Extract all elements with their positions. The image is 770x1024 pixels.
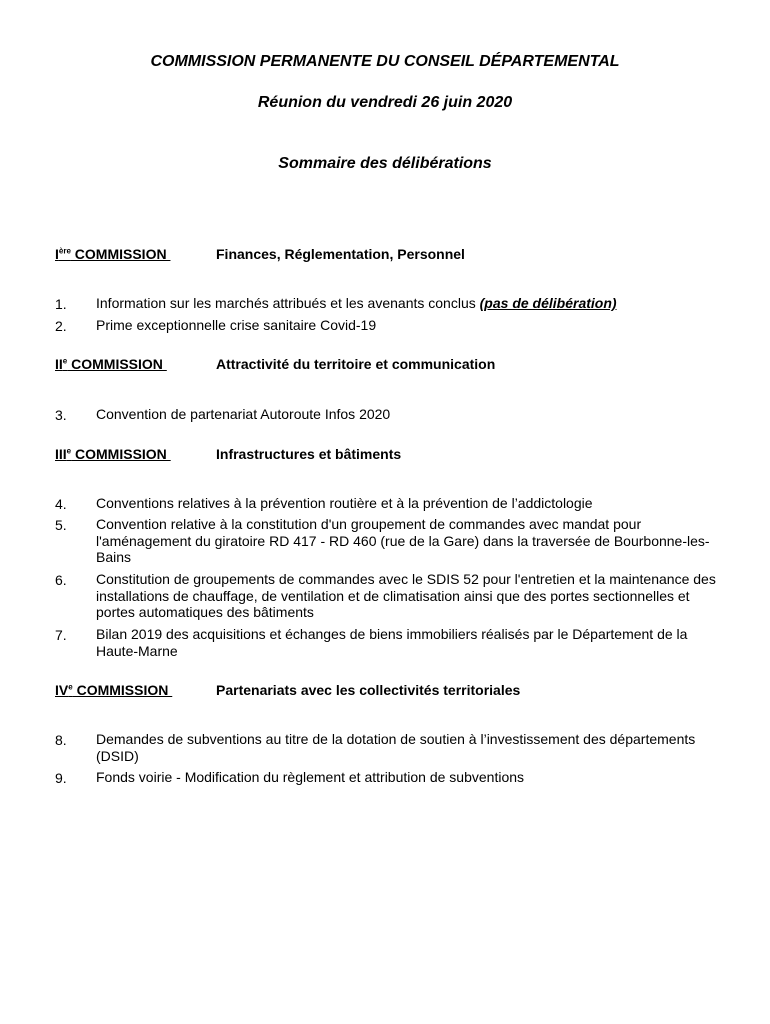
- item-number: 4.: [55, 496, 67, 512]
- section-title: Partenariats avec les collectivités territoriales: [216, 682, 521, 698]
- section-heading-2: [55, 356, 735, 376]
- section-heading-3: [55, 446, 735, 466]
- item-number: 1.: [55, 296, 67, 312]
- item-text: Bilan 2019 des acquisitions et échanges de biens immobiliers réalisés par le Département de la Haute-Marne: [96, 626, 688, 659]
- item-text: Information sur les marchés attribués et les avenants conclus (pas de délibération): [96, 295, 617, 311]
- section-title: Attractivité du territoire et communication: [216, 356, 496, 372]
- item-text: Fonds voirie - Modification du règlement et attribution de subventions: [96, 769, 525, 785]
- section-heading-1: [55, 246, 735, 266]
- section-title: Finances, Réglementation, Personnel: [216, 246, 465, 262]
- item-number: 6.: [55, 572, 67, 588]
- section-label: IIe COMMISSION: [55, 356, 167, 372]
- meeting-date: Réunion du vendredi 26 juin 2020: [257, 94, 513, 111]
- document-title: COMMISSION PERMANENTE DU CONSEIL DÉPARTEMENTAL: [150, 53, 620, 70]
- section-title: Infrastructures et bâtiments: [216, 446, 402, 462]
- item-text: Constitution de groupements de commandes avec le SDIS 52 pour l'entretien et la maintenance des installations de chauffage, de ventilation et de climatisation ainsi que des portes sectionnelles et portes automatiques des bâtiments: [96, 571, 716, 620]
- section-label: IIIe COMMISSION: [55, 446, 171, 462]
- item-text: Convention de partenariat Autoroute Infos 2020: [96, 406, 391, 422]
- item-text: Prime exceptionnelle crise sanitaire Covid-19: [96, 317, 377, 333]
- item-number: 7.: [55, 627, 67, 643]
- item-text: Conventions relatives à la prévention routière et à la prévention de l’addictologie: [96, 495, 593, 511]
- item-number: 5.: [55, 517, 67, 533]
- section-label: Ière COMMISSION: [55, 246, 171, 262]
- section-label: IVe COMMISSION: [55, 682, 173, 698]
- document-subtitle: Sommaire des délibérations: [278, 155, 492, 172]
- item-note: (pas de délibération): [479, 295, 617, 311]
- item-text: Convention relative à la constitution d'un groupement de commandes avec mandat pour l'aménagement du giratoire RD 417 - RD 460 (rue de la Gare) dans la traversée de Bourbonne-les-Bains: [96, 516, 710, 565]
- item-number: 2.: [55, 318, 67, 334]
- item-number: 8.: [55, 732, 67, 748]
- item-text: Demandes de subventions au titre de la dotation de soutien à l’investissement des départements (DSID): [96, 731, 696, 764]
- item-number: 9.: [55, 770, 67, 786]
- section-heading-4: [55, 682, 735, 702]
- item-number: 3.: [55, 407, 67, 423]
